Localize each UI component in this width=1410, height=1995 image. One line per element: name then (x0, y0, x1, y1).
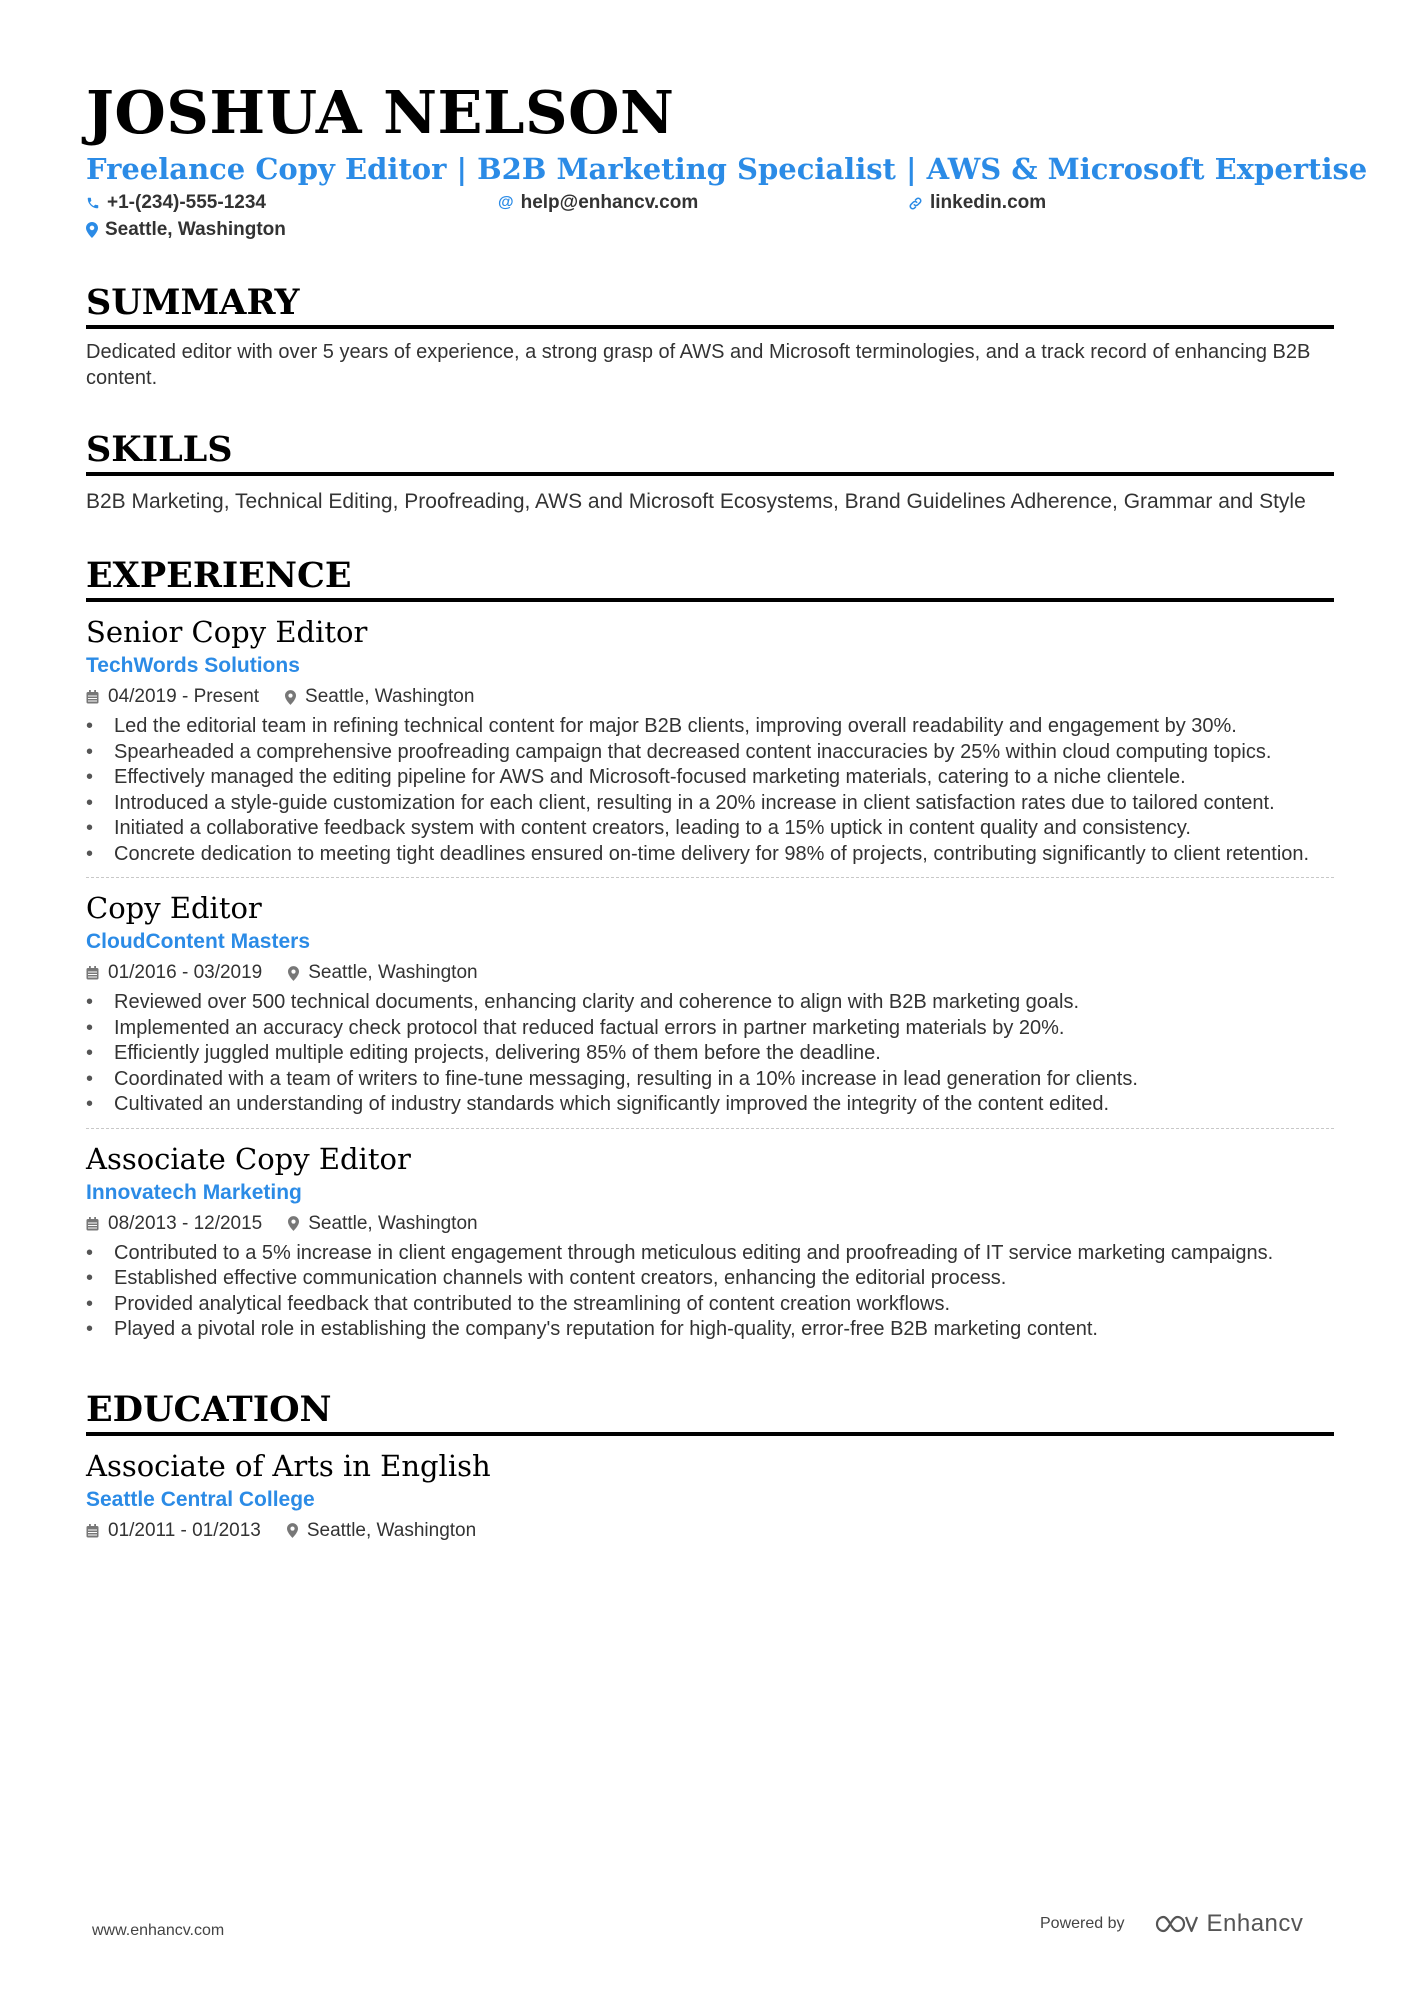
experience-heading: EXPERIENCE (86, 555, 1334, 602)
candidate-name: JOSHUA NELSON (86, 78, 675, 147)
location-pin-icon (288, 966, 299, 981)
job-location-text: Seattle, Washington (308, 962, 478, 983)
phone-text: +1-(234)-555-1234 (107, 192, 266, 213)
location-pin-icon (285, 690, 296, 705)
experience-section (86, 555, 1334, 1343)
linkedin-text: linkedin.com (930, 192, 1047, 213)
bullet-item: • Led the editorial team in refining technical content for major B2B clients, improving overall readability and engagement by 30%. (86, 714, 1334, 740)
job-location (288, 1211, 477, 1237)
education-entry (86, 1448, 1334, 1544)
bullet-item: • Coordinated with a team of writers to fine-tune messaging, resulting in a 10% increase in lead generation for clients. (86, 1067, 1334, 1093)
skills-text: B2B Marketing, Technical Editing, Proofreading, AWS and Microsoft Ecosystems, Brand Guidelines Adherence, Grammar and Style (86, 490, 1306, 513)
job-dates (86, 684, 259, 710)
powered-by-label: Powered by (1040, 1915, 1125, 1932)
education-section (86, 1389, 1334, 1544)
contact-linkedin[interactable] (908, 192, 1046, 214)
location-pin-icon (86, 222, 98, 238)
company-name[interactable]: CloudContent Masters (86, 930, 311, 953)
calendar-icon (86, 690, 99, 704)
school-name[interactable]: Seattle Central College (86, 1487, 315, 1511)
resume-page (86, 78, 1368, 1544)
bullet-item: • Implemented an accuracy check protocol that reduced factual errors in partner marketing materials by 20%. (86, 1016, 1334, 1042)
job-location (288, 960, 477, 986)
skills-heading: SKILLS (86, 429, 1334, 476)
education-meta (86, 1518, 1334, 1544)
job-entry (86, 1128, 1334, 1343)
job-dates-text: 08/2013 - 12/2015 (108, 1212, 263, 1234)
job-meta (86, 1211, 1334, 1237)
degree-title: Associate of Arts in English (86, 1448, 491, 1483)
job-dates-text: 04/2019 - Present (108, 686, 260, 707)
footer-website[interactable]: www.enhancv.com (92, 1922, 225, 1939)
company-name[interactable]: TechWords Solutions (86, 654, 300, 677)
location-text: Seattle, Washington (105, 219, 286, 240)
enhancv-logo-icon (1153, 1912, 1199, 1936)
education-location (287, 1518, 476, 1544)
education-dates-text: 01/2011 - 01/2013 (108, 1519, 261, 1541)
education-location-text: Seattle, Washington (306, 1519, 477, 1541)
job-dates (86, 960, 262, 986)
job-title: Associate Copy Editor (86, 1141, 411, 1176)
bullet-item: • Effectively managed the editing pipeline for AWS and Microsoft-focused marketing materials, catering to a niche clientele. (86, 765, 1334, 791)
job-meta (86, 684, 1334, 710)
job-dates (86, 1211, 262, 1237)
job-entry (86, 877, 1334, 1118)
job-dates-text: 01/2016 - 03/2019 (108, 962, 263, 983)
skills-section (86, 429, 1334, 515)
job-bullets (86, 1241, 1334, 1343)
job-location (285, 684, 474, 710)
calendar-icon (86, 1524, 99, 1538)
job-meta (86, 960, 1334, 986)
company-name[interactable]: Innovatech Marketing (86, 1180, 302, 1204)
bullet-item: • Provided analytical feedback that contributed to the streamlining of content creation workflows. (86, 1292, 1334, 1318)
footer-branding[interactable] (1040, 1910, 1303, 1938)
link-icon (908, 196, 923, 211)
contact-info (86, 192, 1334, 248)
contact-email[interactable] (498, 192, 698, 214)
candidate-tagline: Freelance Copy Editor | B2B Marketing Specialist | AWS & Microsoft Expertise (86, 152, 1368, 186)
bullet-item: • Reviewed over 500 technical documents, enhancing clarity and coherence to align with B2B marketing goals. (86, 990, 1334, 1016)
bullet-item: • Concrete dedication to meeting tight deadlines ensured on-time delivery for 98% of projects, contributing significantly to client retention. (86, 842, 1334, 868)
calendar-icon (86, 1217, 99, 1231)
at-icon: @ (498, 194, 514, 211)
contact-location (86, 219, 286, 241)
email-text: help@enhancv.com (520, 192, 699, 213)
job-bullets (86, 714, 1334, 867)
brand-name: Enhancv (1206, 1910, 1304, 1937)
location-pin-icon (287, 1523, 298, 1538)
job-entry (86, 614, 1334, 867)
bullet-item: • Played a pivotal role in establishing the company's reputation for high-quality, error-free B2B marketing content. (86, 1317, 1334, 1343)
contact-phone[interactable] (86, 192, 266, 214)
calendar-icon (86, 966, 99, 980)
bullet-item: • Efficiently juggled multiple editing projects, delivering 85% of them before the deadline. (86, 1041, 1334, 1067)
job-location-text: Seattle, Washington (308, 1212, 478, 1234)
bullet-item: • Initiated a collaborative feedback system with content creators, leading to a 15% uptick in content quality and consistency. (86, 816, 1334, 842)
summary-heading: SUMMARY (86, 282, 1334, 329)
bullet-item: • Contributed to a 5% increase in client engagement through meticulous editing and proofreading of IT service marketing campaigns. (86, 1241, 1334, 1267)
bullet-item: • Cultivated an understanding of industry standards which significantly improved the integrity of the content edited. (86, 1092, 1334, 1118)
location-pin-icon (288, 1216, 299, 1231)
education-dates (86, 1518, 261, 1544)
job-title: Senior Copy Editor (86, 615, 368, 649)
summary-text: Dedicated editor with over 5 years of experience, a strong grasp of AWS and Microsoft terminologies, and a track record of enhancing B2B content. (86, 341, 1311, 389)
job-bullets (86, 990, 1334, 1118)
job-location-text: Seattle, Washington (305, 686, 475, 707)
education-heading: EDUCATION (86, 1389, 1334, 1436)
bullet-item: • Established effective communication channels with content creators, enhancing the editorial process. (86, 1266, 1334, 1292)
bullet-item: • Introduced a style-guide customization for each client, resulting in a 20% increase in client satisfaction rates due to tailored content. (86, 791, 1334, 817)
phone-icon (86, 196, 100, 210)
bullet-item: • Spearheaded a comprehensive proofreading campaign that decreased content inaccuracies by 25% within cloud computing topics. (86, 740, 1334, 766)
job-title: Copy Editor (86, 891, 262, 925)
summary-section (86, 282, 1334, 391)
